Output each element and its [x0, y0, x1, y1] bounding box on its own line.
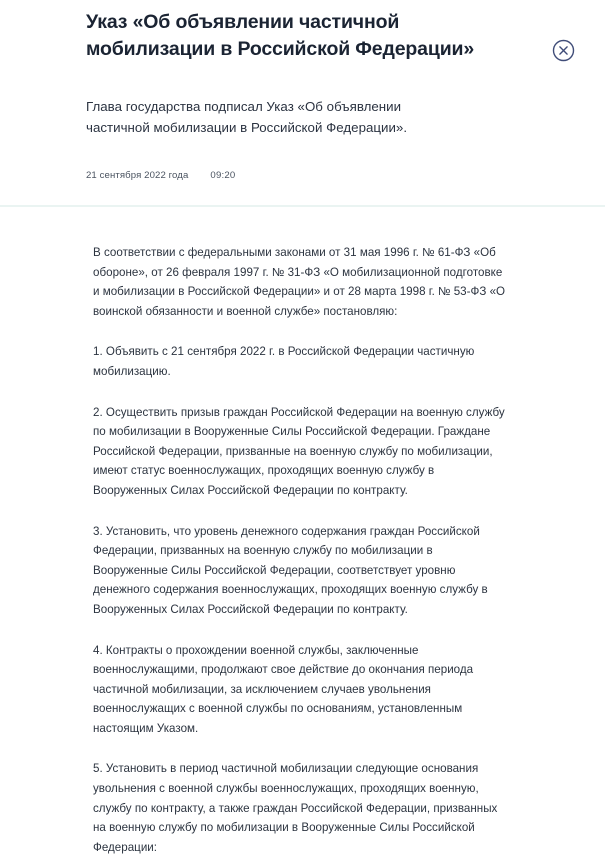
paragraph-item-2: 2. Осуществить призыв граждан Российской Федерации на военную службу по мобилизации в Вооруженные Силы Российской Федерации. Граждане Российской Федерации, призванные на военную службу по мобилизации, имеют статус военнослужащих, проходящих военную службу в Вооруженных Силах Российской Федерации по контракту. [93, 405, 505, 497]
document-body [0, 243, 605, 857]
close-circle-icon [552, 39, 575, 62]
publication-date: 21 сентября 2022 года [86, 170, 189, 181]
paragraph-item-4: 4. Контракты о прохождении военной службы, заключенные военнослужащими, продолжают свое действие до окончания периода частичной мобилизации, за исключением случаев увольнения военнослужащих с военной службы по основаниям, установленным настоящим Указом. [93, 643, 474, 735]
document-header [0, 0, 605, 183]
document-meta [86, 138, 513, 183]
paragraph-item-3: 3. Установить, что уровень денежного содержания граждан Российской Федерации, призванных на военную службу по мобилизации в Вооруженные Силы Российской Федерации, соответствует уровню денежного содержания военнослужащих, проходящих военную службу в Вооруженных Силах Российской Федерации по контракту. [93, 524, 488, 616]
paragraph-item-5: 5. Установить в период частичной мобилизации следующие основания увольнения с военной службы военнослужащих, проходящих военную, службу по контракту, а также граждан Российской Федерации, призванных на военную службу по мобилизации в Вооруженные Силы Российской Федерации: [93, 762, 498, 854]
header-divider [0, 205, 605, 207]
page-title: Указ «Об объявлении частичной мобилизации в Российской Федерации» [86, 11, 475, 60]
close-button[interactable] [552, 39, 575, 62]
paragraph-item-1: 1. Объявить с 21 сентября 2022 г. в Российской Федерации частичную мобилизацию. [93, 345, 475, 378]
document-lead: Глава государства подписал Указ «Об объявлении частичной мобилизации в Российской Федерации». [86, 99, 408, 135]
publication-time: 09:20 [210, 170, 236, 181]
header-content [0, 9, 605, 183]
paragraph-preamble: В соответствии с федеральными законами от 31 мая 1996 г. № 61-ФЗ «Об обороне», от 26 февраля 1997 г. № 31-ФЗ «О мобилизационной подготовке и мобилизации в Российской Федерации» и от 28 марта 1998 г. № 53-ФЗ «О воинской обязанности и военной службе» постановляю: [93, 246, 506, 318]
